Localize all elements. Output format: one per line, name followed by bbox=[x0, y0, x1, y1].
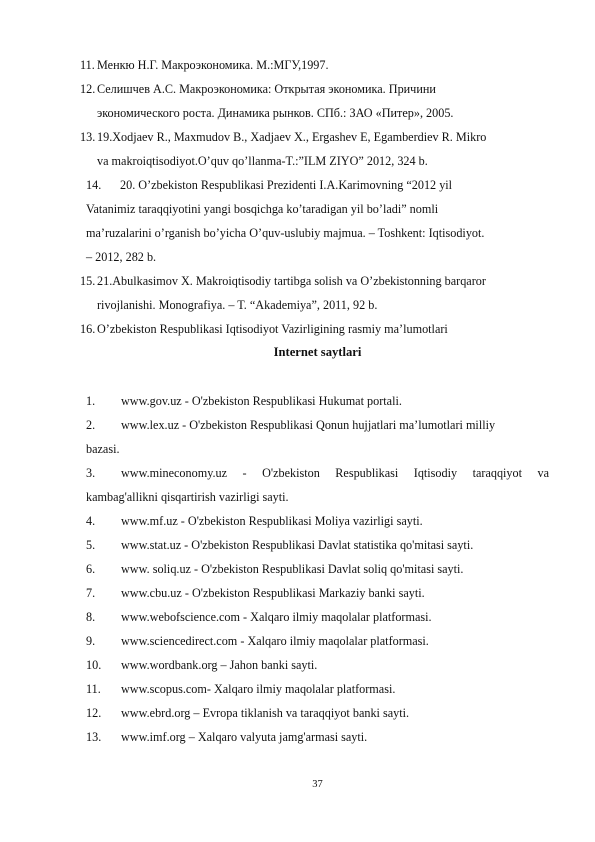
site-number: 4. bbox=[86, 514, 96, 528]
site-number: 13. bbox=[86, 730, 102, 744]
site-number: 10. bbox=[86, 658, 102, 672]
site-number: 1. bbox=[86, 394, 96, 408]
reference-line: O’zbekiston Respublikasi Iqtisodiyot Vazirligining rasmiy ma’lumotlari bbox=[97, 322, 448, 336]
reference-line: 21.Abulkasimov X. Makroiqtisodiy tartibga solish va O’zbekistonning barqaror bbox=[97, 274, 486, 288]
site-line: www.stat.uz - O'zbekiston Respublikasi Davlat statistika qo'mitasi sayti. bbox=[121, 538, 474, 552]
site-line: www.imf.org – Xalqaro valyuta jamg'armasi sayti. bbox=[121, 730, 368, 744]
reference-line: экономического роста. Динамика рынков. СПб.: ЗАО «Питер», 2005. bbox=[97, 106, 454, 120]
site-line: www.mineconomy.uz - O'zbekiston Respublikasi Iqtisodiy taraqqiyot va bbox=[121, 466, 549, 480]
reference-line: rivojlanishi. Monografiya. – T. “Akademiya”, 2011, 92 b. bbox=[97, 298, 378, 312]
reference-line: – 2012, 282 b. bbox=[86, 250, 157, 264]
site-line: bazasi. bbox=[86, 442, 120, 456]
site-line: www.ebrd.org – Evropa tiklanish va taraqqiyot banki sayti. bbox=[121, 706, 410, 720]
site-line: www.mf.uz - O'zbekiston Respublikasi Moliya vazirligi sayti. bbox=[121, 514, 423, 528]
site-line: www.cbu.uz - O'zbekiston Respublikasi Markaziy banki sayti. bbox=[121, 586, 425, 600]
reference-number: 13. bbox=[80, 130, 96, 144]
reference-number: 11. bbox=[80, 58, 95, 72]
reference-number: 16. bbox=[80, 322, 96, 336]
page-number: 37 bbox=[312, 779, 323, 790]
reference-number: 15. bbox=[80, 274, 96, 288]
site-number: 5. bbox=[86, 538, 96, 552]
reference-number: 12. bbox=[80, 82, 96, 96]
site-number: 3. bbox=[86, 466, 96, 480]
reference-line: va makroiqtisodiyot.O’quv qo’llanma-T.:”ILM ZIYO” 2012, 324 b. bbox=[97, 154, 428, 168]
site-number: 2. bbox=[86, 418, 96, 432]
site-line: www.webofscience.com - Xalqaro ilmiy maqolalar platformasi. bbox=[121, 610, 432, 624]
reference-line: ma’ruzalarini o’rganish bo’yicha O’quv-uslubiy majmua. – Toshkent: Iqtisodiyot. bbox=[86, 226, 485, 240]
site-line: www.gov.uz - O'zbekiston Respublikasi Hukumat portali. bbox=[121, 394, 402, 408]
reference-line: Менкю Н.Г. Макроэкономика. М.:МГУ,1997. bbox=[97, 58, 329, 72]
site-number: 12. bbox=[86, 706, 102, 720]
site-number: 8. bbox=[86, 610, 96, 624]
site-number: 7. bbox=[86, 586, 96, 600]
site-line: www.scopus.com- Xalqaro ilmiy maqolalar platformasi. bbox=[121, 682, 396, 696]
site-number: 6. bbox=[86, 562, 96, 576]
reference-line: 20. O’zbekiston Respublikasi Prezidenti I.A.Karimovning “2012 yil bbox=[120, 178, 453, 192]
site-line: www.wordbank.org – Jahon banki sayti. bbox=[121, 658, 318, 672]
reference-number: 14. bbox=[86, 178, 102, 192]
internet-sites-heading: Internet saytlari bbox=[273, 345, 362, 359]
site-number: 9. bbox=[86, 634, 96, 648]
reference-line: Селишчев А.С. Макроэкономика: Открытая экономика. Причини bbox=[97, 82, 436, 96]
site-line: www. soliq.uz - O'zbekiston Respublikasi Davlat soliq qo'mitasi sayti. bbox=[121, 562, 464, 576]
site-line: kambag'allikni qisqartirish vazirligi sayti. bbox=[86, 490, 289, 504]
site-line: www.lex.uz - O'zbekiston Respublikasi Qonun hujjatlari ma’lumotlari milliy bbox=[121, 418, 496, 432]
reference-line: Vatanimiz taraqqiyotini yangi bosqichga ko’taradigan yil bo’ladi” nomli bbox=[86, 202, 439, 216]
reference-line: 19.Xodjaev R., Maxmudov B., Xadjaev X., Ergashev E, Egamberdiev R. Mikro bbox=[97, 130, 487, 144]
site-line: www.sciencedirect.com - Xalqaro ilmiy maqolalar platformasi. bbox=[121, 634, 429, 648]
site-number: 11. bbox=[86, 682, 101, 696]
